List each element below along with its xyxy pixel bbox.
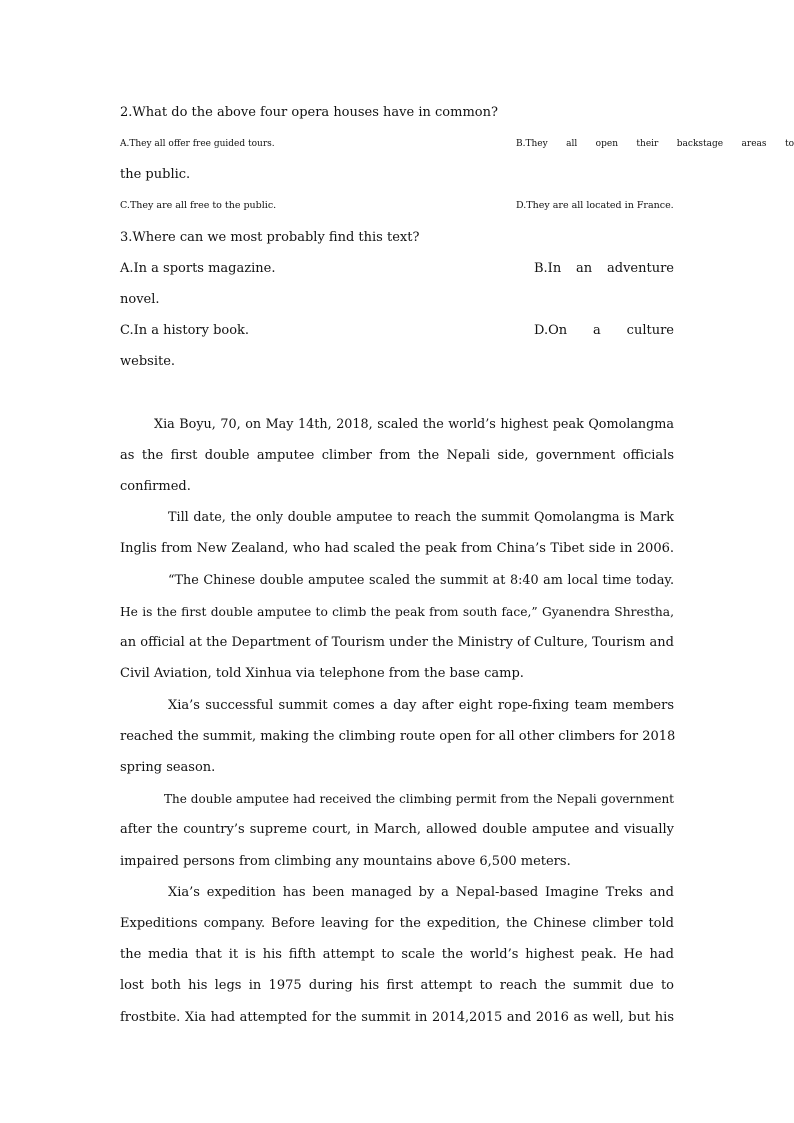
passage-line: Xia’s successful summit comes a day after eight rope-fixing team members [168, 698, 674, 713]
question-2-option-d: D.They are all located in France. [516, 200, 674, 211]
question-2-option-b-line-1: B.They all open their backstage areas to [516, 139, 794, 149]
question-2-option-b-line-2: the public. [120, 167, 191, 182]
passage-line: reached the summit, making the climbing route open for all other climbers for 2018 [120, 729, 676, 744]
passage-line: as the first double amputee climber from the Nepali side, government officials [120, 448, 674, 463]
question-2-options-row-2 [120, 197, 674, 215]
passage-line: Inglis from New Zealand, who had scaled the peak from China’s Tibet side in 2006. [120, 541, 674, 556]
question-3-option-d-line-2: website. [120, 354, 176, 369]
passage-line: an official at the Department of Tourism under the Ministry of Culture, Tourism and [120, 635, 674, 650]
passage-line: He is the first double amputee to climb the peak from south face,” Gyanendra Shrestha, [120, 605, 674, 619]
passage-line: “The Chinese double amputee scaled the summit at 8:40 am local time today. [168, 573, 674, 588]
passage-line: Xia’s expedition has been managed by a Nepal-based Imagine Treks and [168, 885, 674, 900]
passage-line: impaired persons from climbing any mountains above 6,500 meters. [120, 854, 571, 869]
question-3-option-a: A.In a sports magazine. [120, 261, 276, 276]
passage-line: frostbite. Xia had attempted for the summit in 2014,2015 and 2016 as well, but his [120, 1010, 674, 1025]
passage-line: the media that it is his fifth attempt to scale the world’s highest peak. He had [120, 947, 674, 962]
question-3-options-row-1 [120, 260, 674, 278]
passage-line: Till date, the only double amputee to reach the summit Qomolangma is Mark [168, 510, 674, 525]
question-3-option-c: C.In a history book. [120, 323, 250, 338]
passage-line: Expeditions company. Before leaving for the expedition, the Chinese climber told [120, 916, 674, 931]
question-3-stem: 3.Where can we most probably find this text? [120, 230, 420, 245]
question-2-option-c: C.They are all free to the public. [120, 200, 277, 211]
passage-line: Civil Aviation, told Xinhua via telephone from the base camp. [120, 666, 524, 681]
passage-line: confirmed. [120, 479, 191, 494]
passage-line: after the country’s supreme court, in March, allowed double amputee and visually [120, 822, 674, 837]
passage-line: lost both his legs in 1975 during his first attempt to reach the summit due to [120, 978, 674, 993]
passage-line: The double amputee had received the climbing permit from the Nepali government [164, 792, 674, 806]
passage-line: spring season. [120, 760, 216, 775]
question-3-option-b-line-1: B.In an adventure [534, 261, 674, 276]
question-3-option-b-line-2: novel. [120, 292, 160, 307]
question-2-options-row-1 [120, 135, 794, 153]
question-2-option-a: A.They all offer free guided tours. [120, 139, 275, 149]
question-2-stem: 2.What do the above four opera houses have in common? [120, 105, 498, 120]
question-3-options-row-2 [120, 322, 674, 340]
passage-line: Xia Boyu, 70, on May 14th, 2018, scaled the world’s highest peak Qomolangma [154, 417, 674, 432]
question-3-option-d-line-1: D.On a culture [534, 323, 674, 338]
